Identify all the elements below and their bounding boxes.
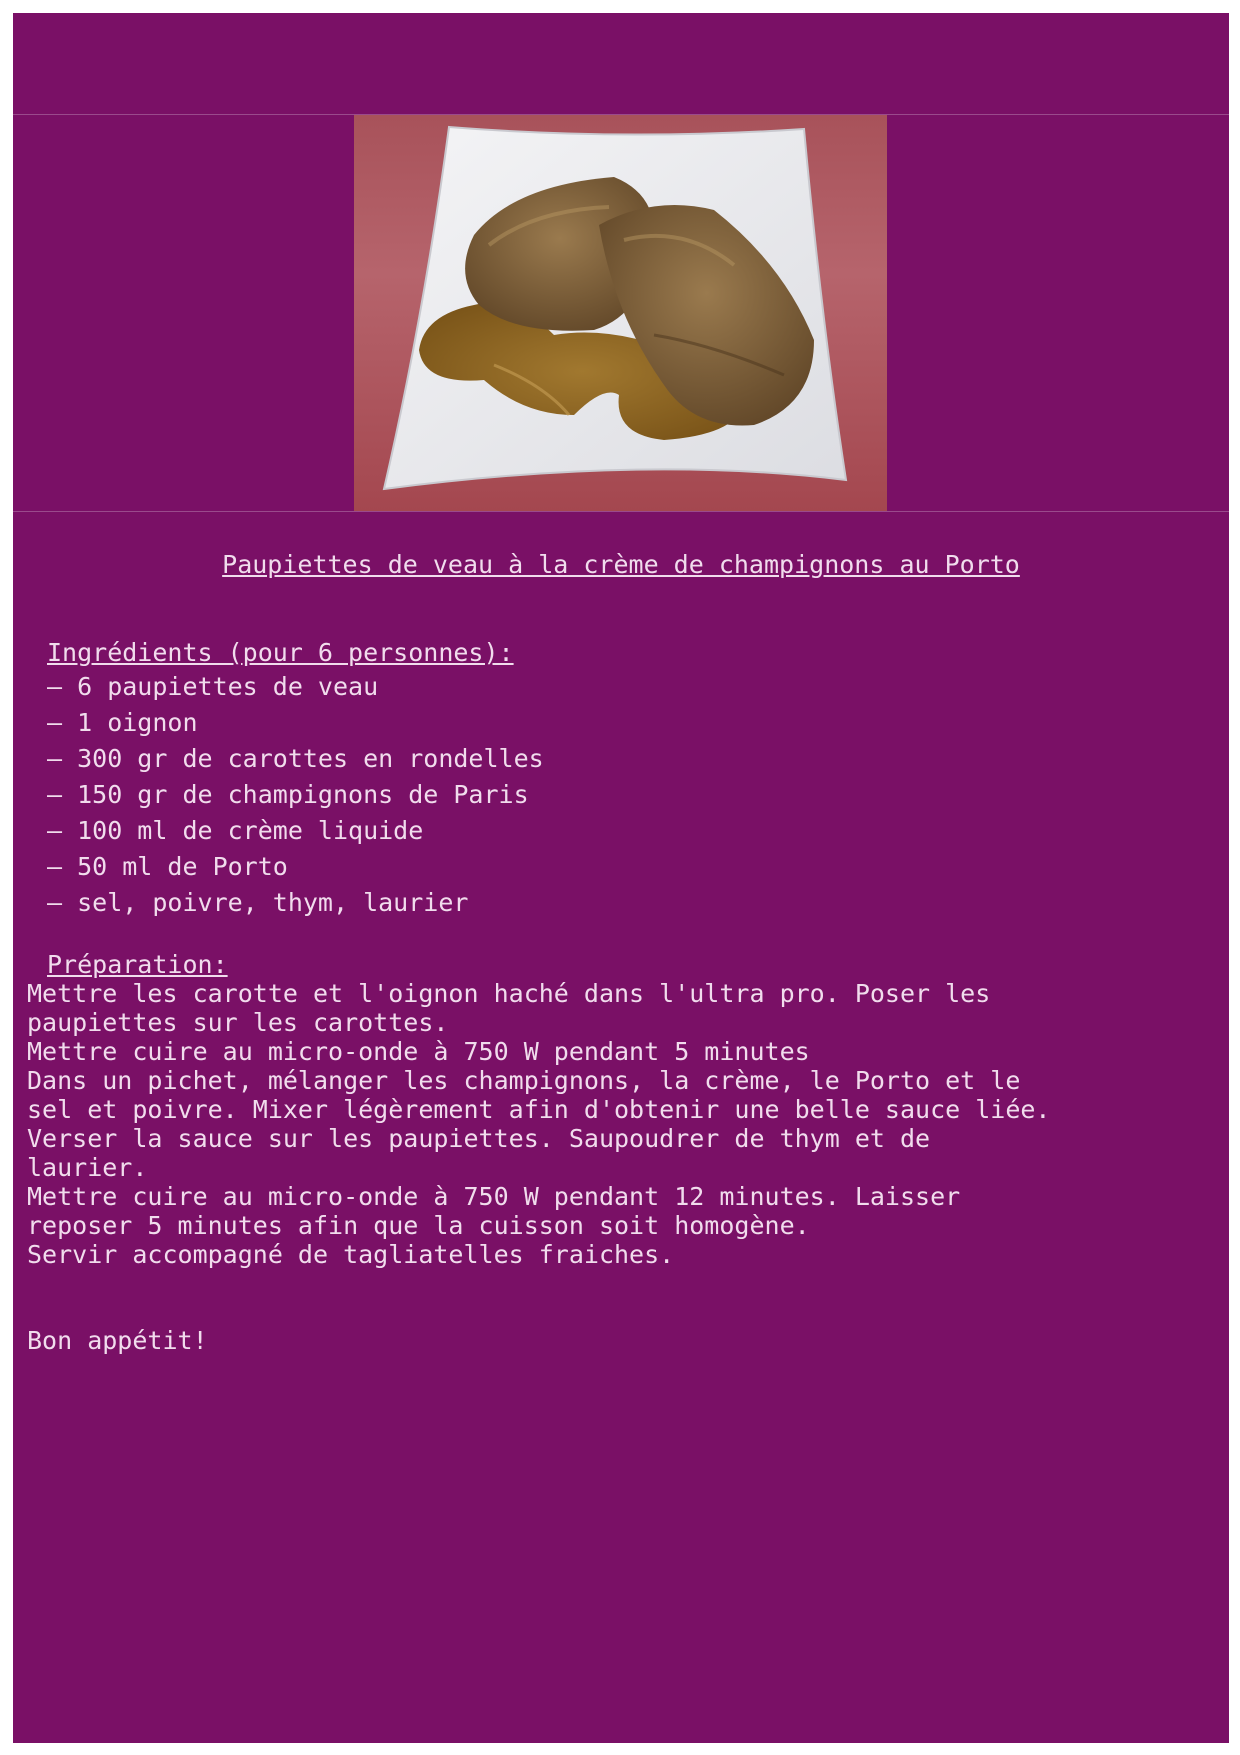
- dish-photo: [354, 115, 887, 511]
- preparation-line: Servir accompagné de tagliatelles fraiches.: [27, 1240, 675, 1269]
- preparation-heading: Préparation:: [47, 950, 228, 979]
- preparation-text: [27, 979, 1227, 1269]
- preparation-line: Mettre cuire au micro-onde à 750 W pendant 12 minutes. Laisser: [27, 1182, 961, 1211]
- ingredient-item: – 150 gr de champignons de Paris: [47, 780, 529, 809]
- preparation-line: Mettre cuire au micro-onde à 750 W pendant 5 minutes: [27, 1037, 810, 1066]
- photo-band: [13, 115, 1229, 512]
- preparation-line: Dans un pichet, mélanger les champignons, la crème, le Porto et le: [27, 1066, 1021, 1095]
- ingredients-heading: Ingrédients (pour 6 personnes):: [47, 638, 514, 667]
- preparation-line: sel et poivre. Mixer légèrement afin d'obtenir une belle sauce liée.: [27, 1095, 1051, 1124]
- preparation-line: laurier.: [27, 1153, 148, 1182]
- ingredient-item: – 100 ml de crème liquide: [47, 816, 424, 845]
- ingredient-item: – 1 oignon: [47, 708, 198, 737]
- ingredients-list: [47, 669, 544, 921]
- ingredient-item: – 300 gr de carottes en rondelles: [47, 744, 544, 773]
- ingredient-item: – 50 ml de Porto: [47, 852, 288, 881]
- preparation-line: Verser la sauce sur les paupiettes. Saupoudrer de thym et de: [27, 1124, 931, 1153]
- preparation-line: Mettre les carotte et l'oignon haché dans l'ultra pro. Poser les: [27, 979, 991, 1008]
- preparation-line: reposer 5 minutes afin que la cuisson soit homogène.: [27, 1211, 810, 1240]
- recipe-title: Paupiettes de veau à la crème de champignons au Porto: [222, 550, 1020, 579]
- recipe-page: [13, 13, 1229, 1743]
- dish-illustration: [354, 115, 887, 511]
- preparation-line: paupiettes sur les carottes.: [27, 1008, 449, 1037]
- ingredient-item: – sel, poivre, thym, laurier: [47, 888, 469, 917]
- header-band: [13, 13, 1229, 115]
- closing-text: Bon appétit!: [27, 1326, 208, 1355]
- ingredient-item: – 6 paupiettes de veau: [47, 672, 379, 701]
